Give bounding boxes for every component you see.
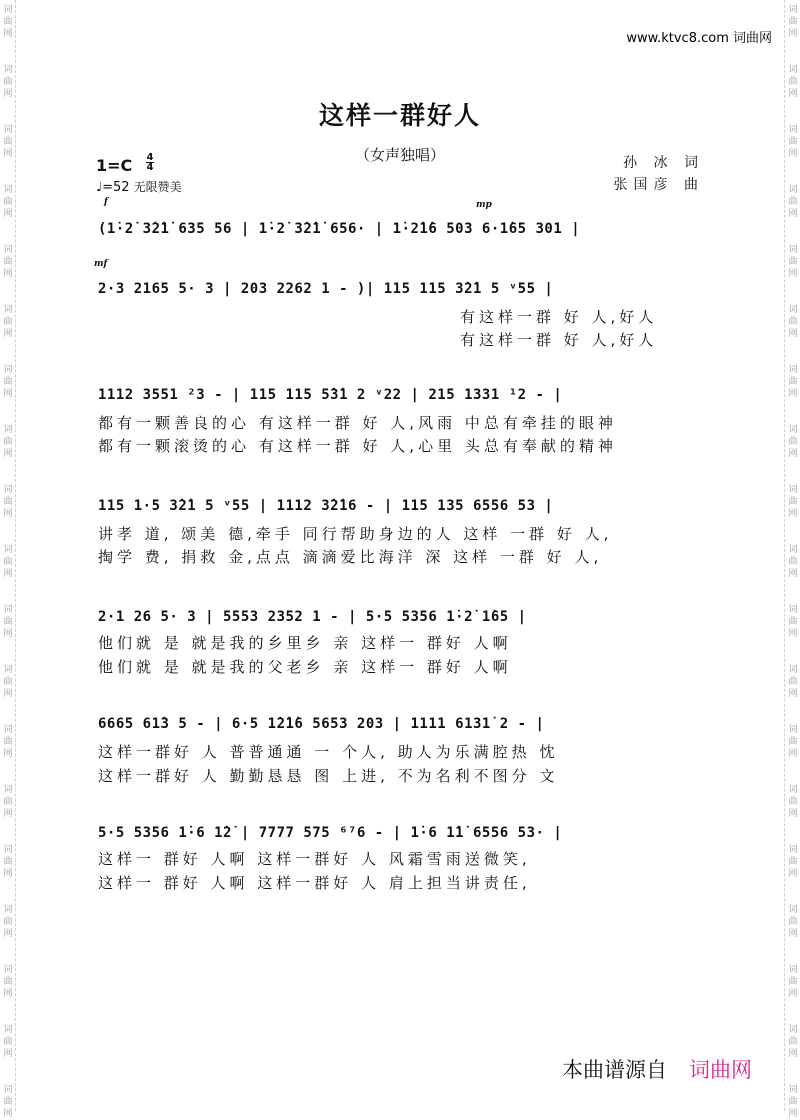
site-watermark: www.ktvc8.com 词曲网 [626,31,772,46]
side-watermark-stamp: 词 曲 网 [3,5,13,39]
side-watermark-stamp: 词 曲 网 [788,905,798,939]
notation-line-7: 5·5 5356 1̇·6 1̇2̇ | 7777 575 ⁶⁷6 - | 1̇·6 1̇1̇ 6556 53· | [98,825,563,841]
side-watermark-stamp: 词 曲 网 [788,545,798,579]
lyric-line-3-verse-1: 都有一颗善良的心 有这样一群 好 人,风雨 中总有牵挂的眼神 [98,414,617,432]
notation-line-1: (1̇·2̇ 3̇2̇1̇ 635 56 | 1̇·2̇ 3̇2̇1̇ 656· | 1̇·2̇1̇6 503 6·1̇65 301 | [98,221,581,237]
dynamic-forte: f [104,197,108,207]
lyric-line-5-verse-2: 他们就 是 就是我的父老乡 亲 这样一 群好 人啊 [98,658,512,676]
side-watermark-stamp: 词 曲 网 [3,485,13,519]
side-watermark-stamp: 词 曲 网 [3,785,13,819]
lyric-line-6-verse-2: 这样一群好 人 勤勤恳恳 图 上进, 不为名利不图分 文 [98,767,559,785]
side-watermark-stamp: 词 曲 网 [3,665,13,699]
time-signature-top: 4 [146,152,154,163]
tempo-marking [96,178,182,195]
lyric-line-7-verse-2: 这样一 群好 人啊 这样一群好 人 肩上担当讲责任, [98,874,531,892]
right-watermark-strip [784,0,800,1119]
lyric-line-4-verse-2: 掏学 费, 捐救 金,点点 滴滴爱比海洋 深 这样 一群 好 人, [98,548,603,566]
side-watermark-stamp: 词 曲 网 [3,965,13,999]
side-watermark-stamp: 词 曲 网 [788,5,798,39]
notation-line-5: 2·1 26 5· 3 | 5553 2352 1 - | 5·5 5356 1̇·2̇ 1̇65 | [98,609,527,625]
side-watermark-stamp: 词 曲 网 [788,1085,798,1119]
side-watermark-stamp: 词 曲 网 [3,125,13,159]
notation-line-6: 6665 61̇3 5 - | 6·5 1̇2̇1̇6 5653 203 | 1111 6131̇ 2 - | [98,716,545,732]
side-watermark-stamp: 词 曲 网 [3,1085,13,1119]
side-watermark-stamp: 词 曲 网 [3,905,13,939]
side-watermark-stamp: 词 曲 网 [788,425,798,459]
side-watermark-stamp: 词 曲 网 [3,425,13,459]
time-signature-bottom: 4 [146,162,154,173]
dynamic-mezzo-forte: mf [94,259,108,269]
footer-brand-link[interactable]: 词曲网 [689,1058,752,1082]
side-watermark-stamp: 词 曲 网 [788,785,798,819]
side-watermark-stamp: 词 曲 网 [788,245,798,279]
lyricist-credit: 孙 冰 词 [623,155,704,171]
notation-line-3: 1112 3551 ²3 - | 115 115 5̇3̇1 2 ᵛ22 | 215 1331 ¹2 - | [98,387,563,403]
notation-line-4: 115 1·5 3̇2̇1 5 ᵛ55 | 1112 3̇2̇16 - | 115 135 6556 53 | [98,498,554,514]
time-signature [146,153,154,172]
side-watermark-stamp: 词 曲 网 [3,365,13,399]
side-watermark-stamp: 词 曲 网 [3,305,13,339]
side-watermark-stamp: 词 曲 网 [3,605,13,639]
composer-credit: 张国彦 曲 [613,177,704,193]
song-subtitle: （女声独唱） [354,146,445,164]
side-watermark-stamp: 词 曲 网 [788,485,798,519]
key-signature: 1=C [96,156,133,175]
lyric-line-5-verse-1: 他们就 是 就是我的乡里乡 亲 这样一 群好 人啊 [98,634,512,652]
side-watermark-stamp: 词 曲 网 [788,125,798,159]
side-watermark-stamp: 词 曲 网 [788,725,798,759]
side-watermark-stamp: 词 曲 网 [3,65,13,99]
lyric-line-4-verse-1: 讲孝 道, 颂美 德,牵手 同行帮助身边的人 这样 一群 好 人, [98,525,613,543]
footer-source-text: 本曲谱源自 [562,1058,667,1082]
lyric-line-7-verse-1: 这样一 群好 人啊 这样一群好 人 风霜雪雨送微笑, [98,850,531,868]
side-watermark-stamp: 词 曲 网 [3,1025,13,1059]
side-watermark-stamp: 词 曲 网 [788,965,798,999]
lyric-line-3-verse-2: 都有一颗滚烫的心 有这样一群 好 人,心里 头总有奉献的精神 [98,437,617,455]
song-title: 这样一群好人 [318,101,481,130]
side-watermark-stamp: 词 曲 网 [3,185,13,219]
side-watermark-stamp: 词 曲 网 [788,1025,798,1059]
side-watermark-stamp: 词 曲 网 [788,185,798,219]
side-watermark-stamp: 词 曲 网 [3,725,13,759]
side-watermark-stamp: 词 曲 网 [788,365,798,399]
tempo-value: ♩=52 [96,180,130,195]
side-watermark-stamp: 词 曲 网 [788,845,798,879]
dynamic-mezzo-piano: mp [476,200,492,210]
side-watermark-stamp: 词 曲 网 [788,605,798,639]
side-watermark-stamp: 词 曲 网 [788,665,798,699]
left-watermark-strip [0,0,16,1119]
side-watermark-stamp: 词 曲 网 [3,845,13,879]
footer-source [562,1054,752,1084]
lyric-line-2-verse-1: 有这样一群 好 人,好人 [460,308,658,326]
expression-text: 无限赞美 [133,180,182,194]
lyric-line-6-verse-1: 这样一群好 人 普普通通 一 个人, 助人为乐满腔热 忱 [98,743,559,761]
side-watermark-stamp: 词 曲 网 [3,245,13,279]
side-watermark-stamp: 词 曲 网 [788,305,798,339]
side-watermark-stamp: 词 曲 网 [3,545,13,579]
notation-line-2: 2·3 2165 5· 3 | 203 2262 1 - )| 115 115 3̇2̇1 5 ᵛ55 | [98,281,554,297]
side-watermark-stamp: 词 曲 网 [788,65,798,99]
lyric-line-2-verse-2: 有这样一群 好 人,好人 [460,331,658,349]
